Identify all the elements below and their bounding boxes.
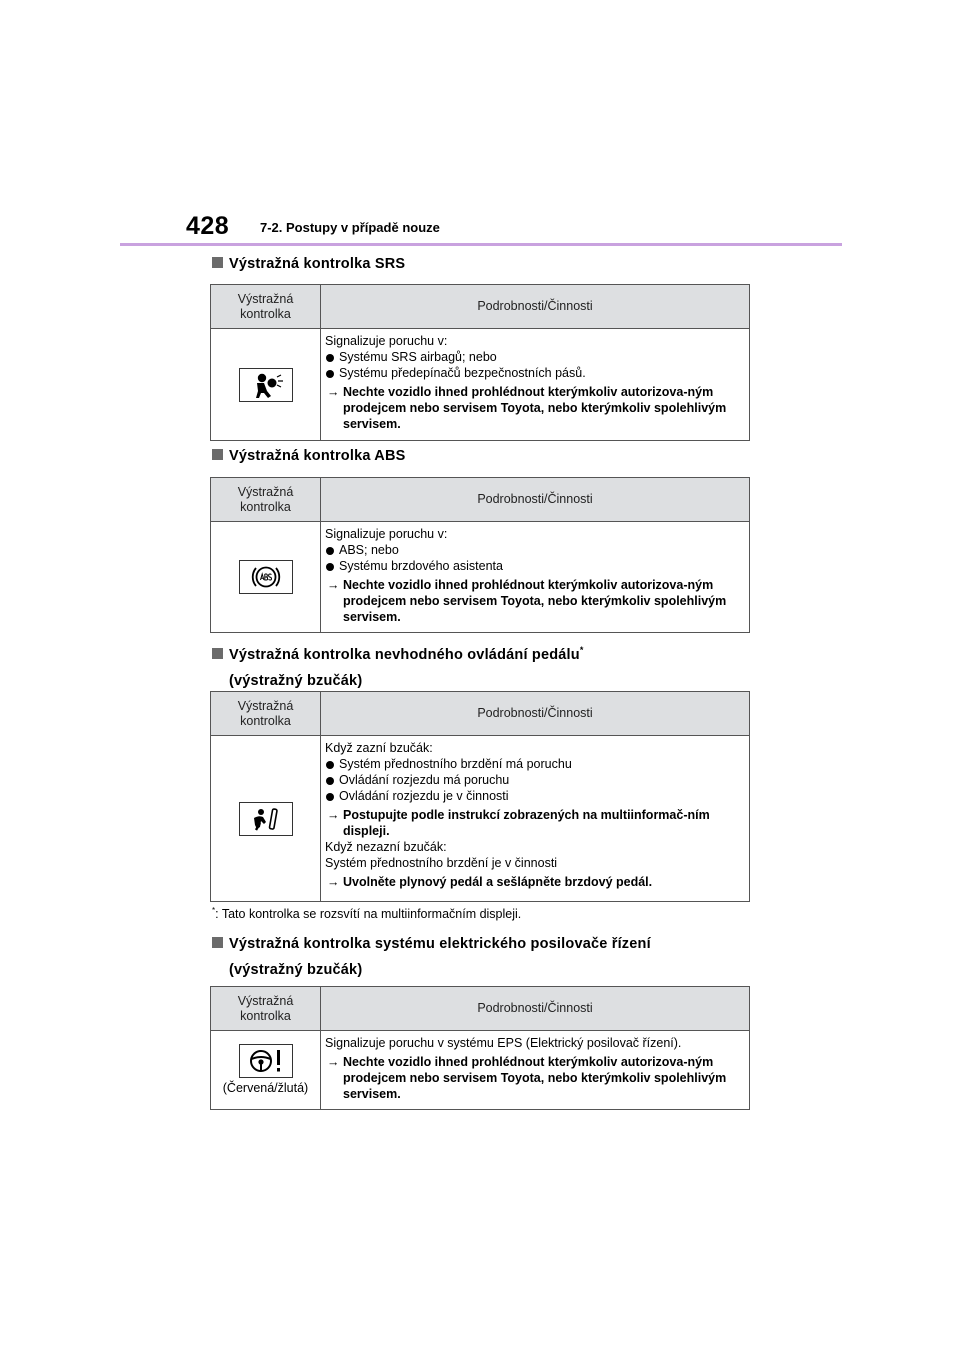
warning-table-srs xyxy=(210,284,750,441)
action-text: Nechte vozidlo ihned prohlédnout kterýmkoliv autorizova-ným prodejcem nebo servisem Toyota, nebo kterýmkoliv spolehlivým servisem. xyxy=(343,1055,727,1101)
header-warning-light: Výstražná kontrolka xyxy=(211,478,321,522)
bullet-item: ABS; nebo xyxy=(325,542,743,558)
arrow-right-icon: → xyxy=(327,1055,340,1069)
details-cell xyxy=(321,736,750,902)
action-item xyxy=(325,874,743,890)
icon-caption: (Červená/žlutá) xyxy=(222,1081,309,1095)
header-warning-light: Výstražná kontrolka xyxy=(211,692,321,736)
icon-cell xyxy=(211,522,321,633)
header-details: Podrobnosti/Činnosti xyxy=(321,478,750,522)
action-text: Uvolněte plynový pedál a sešlápněte brzdový pedál. xyxy=(343,875,653,889)
footnote-text: : Tato kontrolka se rozsvítí na multiinformačním displeji. xyxy=(215,907,522,922)
arrow-right-icon: → xyxy=(327,578,340,592)
action-item xyxy=(325,807,743,839)
table-header-row xyxy=(211,285,750,329)
details-text: Signalizuje poruchu v: xyxy=(325,527,448,541)
arrow-right-icon: → xyxy=(327,808,340,822)
footnote-mark: * xyxy=(212,906,216,915)
details-text: Když zazní bzučák: xyxy=(325,741,433,755)
action-item xyxy=(325,577,743,625)
header-warning-light: Výstražná kontrolka xyxy=(211,285,321,329)
bullet-item: Systému brzdového asistenta xyxy=(325,558,743,574)
warning-table-abs xyxy=(210,477,750,633)
details-text: Systém přednostního brzdění je v činnosti xyxy=(325,856,558,870)
page-number: 428 xyxy=(186,212,230,240)
arrow-right-icon: → xyxy=(327,385,340,399)
icon-cell xyxy=(211,329,321,441)
action-item xyxy=(325,384,743,432)
details-text: Signalizuje poruchu v: xyxy=(325,334,448,348)
section-title-eps xyxy=(212,931,651,983)
power-steering-warning-icon xyxy=(239,1044,293,1078)
bullet-item: Systému předepínačů bezpečnostních pásů. xyxy=(325,365,743,381)
warning-table-eps xyxy=(210,986,750,1110)
chapter-title: 7-2. Postupy v případě nouze xyxy=(260,220,440,235)
table-header-row xyxy=(211,987,750,1031)
section-title-text: Výstražná kontrolka systému elektrického posilovače řízení xyxy=(229,936,651,952)
bullet-item: Systému SRS airbagů; nebo xyxy=(325,349,743,365)
srs-airbag-icon xyxy=(239,368,293,402)
header-details: Podrobnosti/Činnosti xyxy=(321,692,750,736)
details-text: Signalizuje poruchu v systému EPS (Elektrický posilovač řízení). xyxy=(325,1036,682,1050)
section-bullet-square xyxy=(212,648,223,659)
section-title-pedal xyxy=(212,637,584,694)
action-item xyxy=(325,1054,743,1102)
details-cell xyxy=(321,329,750,441)
section-title-text: Výstražná kontrolka nevhodného ovládání pedálu xyxy=(229,646,580,663)
section-title-srs xyxy=(212,251,405,277)
pedal-misoperation-icon xyxy=(239,802,293,836)
arrow-right-icon: → xyxy=(327,875,340,889)
header-details: Podrobnosti/Činnosti xyxy=(321,987,750,1031)
bullet-item: Ovládání rozjezdu je v činnosti xyxy=(325,788,743,804)
warning-table-pedal xyxy=(210,691,750,902)
action-text: Postupujte podle instrukcí zobrazených na multiinformač-ním displeji. xyxy=(343,808,710,838)
footnote xyxy=(212,906,521,921)
footnote-mark: * xyxy=(579,645,584,655)
action-text: Nechte vozidlo ihned prohlédnout kterýmkoliv autorizova-ným prodejcem nebo servisem Toyota, nebo kterýmkoliv spolehlivým servisem. xyxy=(343,578,727,624)
section-bullet-square xyxy=(212,937,223,948)
section-title-subtext: (výstražný bzučák) xyxy=(229,672,363,689)
table-header-row xyxy=(211,478,750,522)
section-title-abs xyxy=(212,443,406,469)
section-bullet-square xyxy=(212,257,223,268)
table-header-row xyxy=(211,692,750,736)
icon-cell xyxy=(211,736,321,902)
details-cell xyxy=(321,522,750,633)
table-row xyxy=(211,736,750,902)
table-row xyxy=(211,522,750,633)
details-text: Když nezazní bzučák: xyxy=(325,840,447,854)
section-title-subtext: (výstražný bzučák) xyxy=(229,962,363,978)
header-details: Podrobnosti/Činnosti xyxy=(321,285,750,329)
details-cell xyxy=(321,1031,750,1110)
bullet-item: Systém přednostního brzdění má poruchu xyxy=(325,756,743,772)
section-title-text: Výstražná kontrolka SRS xyxy=(229,256,406,272)
header-warning-light: Výstražná kontrolka xyxy=(211,987,321,1031)
section-title-text: Výstražná kontrolka ABS xyxy=(229,448,406,464)
abs-icon xyxy=(239,560,293,594)
section-bullet-square xyxy=(212,449,223,460)
action-text: Nechte vozidlo ihned prohlédnout kterýmkoliv autorizova-ným prodejcem nebo servisem Toyota, nebo kterýmkoliv spolehlivým servisem. xyxy=(343,385,727,431)
table-row xyxy=(211,1031,750,1110)
table-row xyxy=(211,329,750,441)
bullet-item: Ovládání rozjezdu má poruchu xyxy=(325,772,743,788)
header-rule xyxy=(120,243,842,246)
icon-cell xyxy=(211,1031,321,1110)
